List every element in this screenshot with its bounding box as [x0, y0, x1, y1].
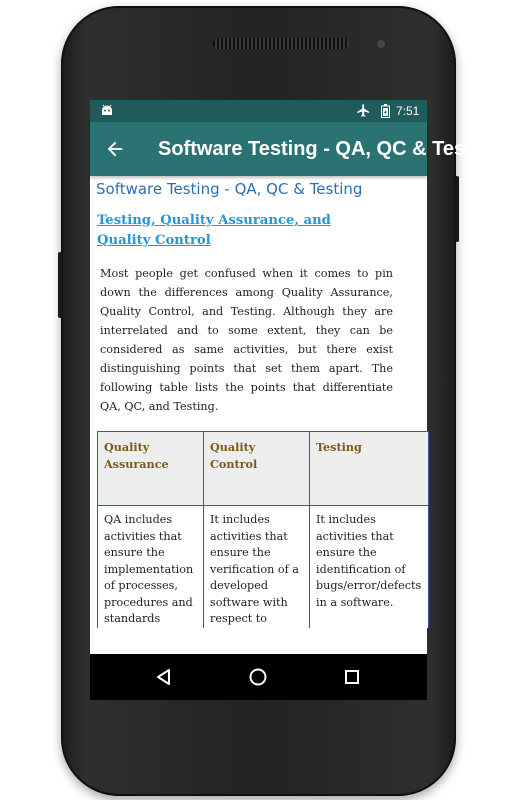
table-cell-qc: It includes activities that ensure the verification of a developed software with respect to: [204, 506, 310, 628]
back-triangle-icon[interactable]: [154, 667, 174, 687]
table-header-testing: Testing: [310, 432, 429, 506]
front-camera: [374, 37, 388, 51]
status-bar: [90, 100, 427, 122]
table-cell-testing: It includes activities that ensure the identification of bugs/error/defects in a software.: [310, 506, 429, 628]
page-heading: Software Testing - QA, QC & Testing: [96, 180, 363, 198]
power-button: [455, 176, 459, 242]
device-screen: [90, 100, 502, 654]
recents-square-icon[interactable]: [342, 667, 362, 687]
battery-icon: [381, 104, 390, 118]
table-cell-qa: QA includes activities that ensure the implementation of processes, procedures and standards: [98, 506, 204, 628]
section-link[interactable]: Testing, Quality Assurance, and Quality Control: [97, 213, 331, 248]
arrow-left-icon[interactable]: [104, 138, 126, 160]
table-header-qa: Quality Assurance: [98, 432, 204, 506]
app-bar-title: Software Testing - QA, QC & Testing: [158, 138, 502, 160]
comparison-table: [97, 431, 429, 628]
earpiece-speaker: [213, 38, 349, 49]
article-content[interactable]: [90, 176, 427, 654]
table-row: [98, 506, 429, 628]
status-time: 7:51: [396, 104, 420, 118]
airplane-mode-icon: [356, 103, 371, 118]
home-circle-icon[interactable]: [248, 667, 268, 687]
app-bar: [90, 122, 502, 176]
volume-button: [58, 252, 62, 318]
table-header-qc: Quality Control: [204, 432, 310, 506]
navigation-bar: [90, 654, 427, 700]
android-icon: [101, 105, 113, 116]
table-header-row: [98, 432, 429, 506]
intro-paragraph: Most people get confused when it comes to pin down the differences among Quality Assurance, Quality Control, and Testing. Although they are interrelated and to some extent, they can be considered as same activities, but there exist distinguishing points that set them apart. The following table lists the points that differentiate QA, QC, and Testing.: [100, 267, 393, 413]
